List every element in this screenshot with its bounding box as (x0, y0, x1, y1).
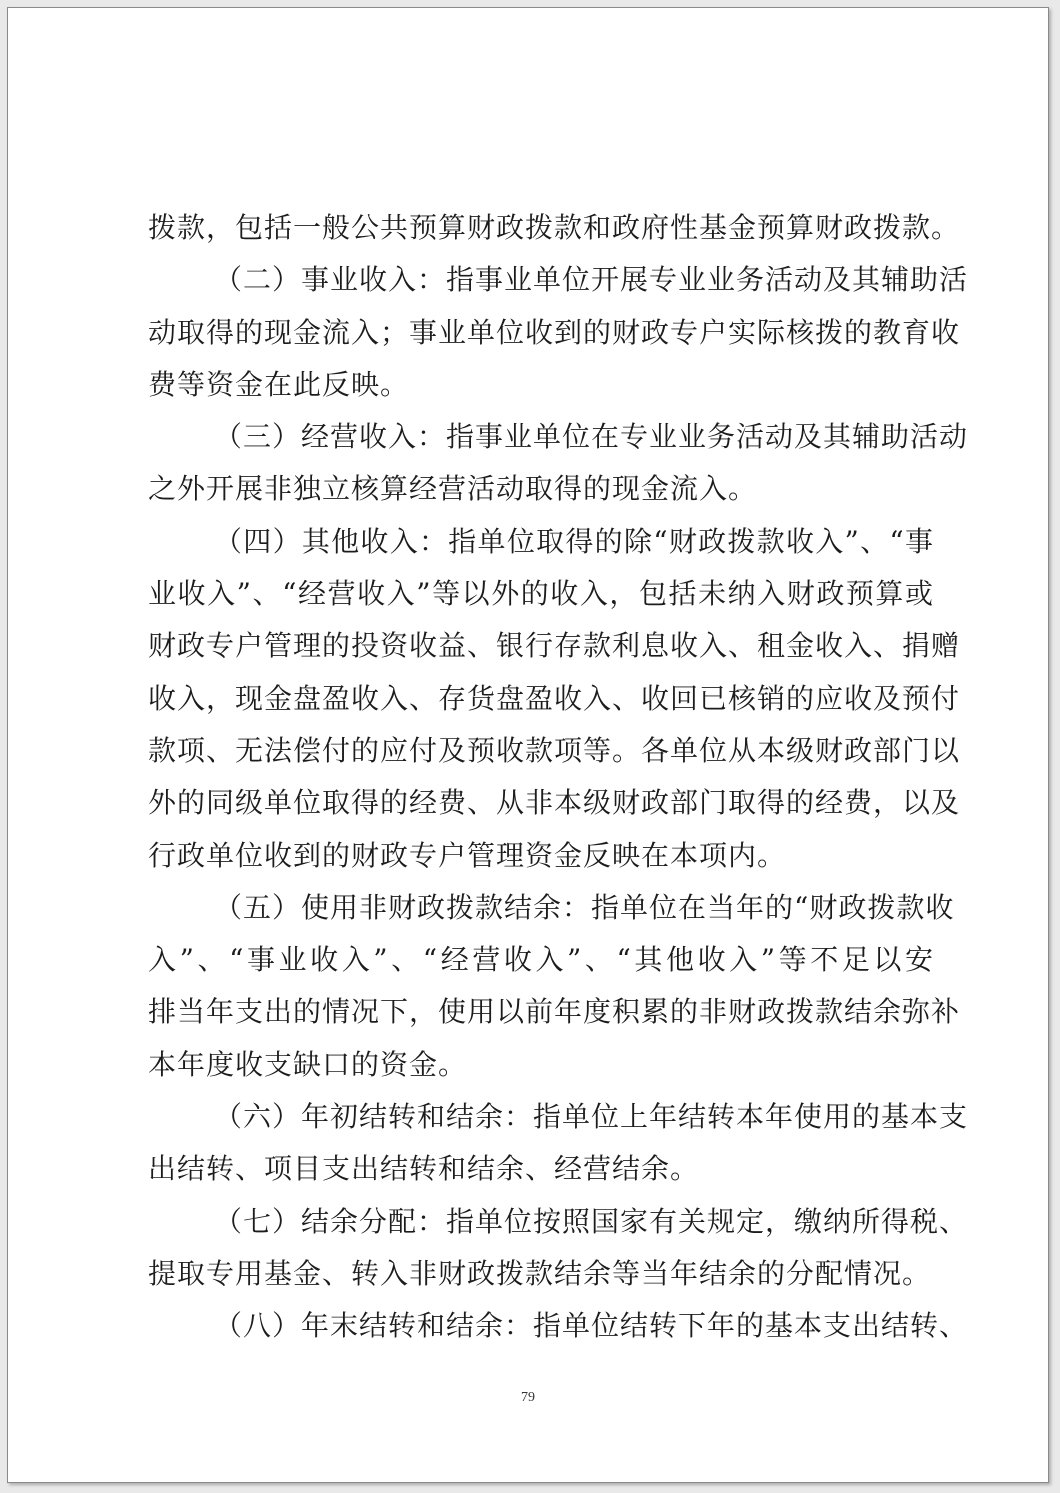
text-line: 入”、“事业收入”、“经营收入”、“其他收入”等不足以安 (148, 943, 934, 977)
text-line: 出结转、项目支出结转和结余、经营结余。 (148, 1152, 700, 1186)
text-line: （二）事业收入：指事业单位开展专业业务活动及其辅助活 (214, 263, 969, 297)
text-line: 之外开展非独立核算经营活动取得的现金流入。 (148, 472, 758, 506)
text-line: （四）其他收入：指单位取得的除“财政拨款收入”、“事 (214, 524, 934, 558)
text-line: 财政专户管理的投资收益、银行存款利息收入、租金收入、捐赠 (148, 629, 961, 663)
text-line: 费等资金在此反映。 (148, 367, 410, 401)
text-line: （八）年末结转和结余：指单位结转下年的基本支出结转、 (214, 1309, 969, 1343)
text-line: （六）年初结转和结余：指单位上年结转本年使用的基本支 (214, 1100, 969, 1134)
text-line: 动取得的现金流入；事业单位收到的财政专户实际核拨的教育收 (148, 315, 961, 349)
text-line: 排当年支出的情况下，使用以前年度积累的非财政拨款结余弥补 (148, 995, 961, 1029)
text-line: （五）使用非财政拨款结余：指单位在当年的“财政拨款收 (214, 890, 955, 924)
text-line: 业收入”、“经营收入”等以外的收入，包括未纳入财政预算或 (148, 577, 934, 611)
text-line: （七）结余分配：指单位按照国家有关规定，缴纳所得税、 (214, 1204, 969, 1238)
text-line: 本年度收支缺口的资金。 (148, 1047, 468, 1081)
document-page (7, 7, 1049, 1483)
text-line: 款项、无法偿付的应付及预收款项等。各单位从本级财政部门以 (148, 733, 961, 767)
text-line: 行政单位收到的财政专户管理资金反映在本项内。 (148, 838, 787, 872)
text-line: （三）经营收入：指事业单位在专业业务活动及其辅助活动 (214, 420, 969, 454)
body-text (148, 202, 969, 1353)
page-number: 79 (521, 1390, 535, 1405)
text-line: 拨款，包括一般公共预算财政拨款和政府性基金预算财政拨款。 (148, 211, 961, 244)
text-line: 外的同级单位取得的经费、从非本级财政部门取得的经费，以及 (148, 786, 961, 820)
text-line: 收入，现金盘盈收入、存货盘盈收入、收回已核销的应收及预付 (148, 681, 961, 715)
text-line: 提取专用基金、转入非财政拨款结余等当年结余的分配情况。 (148, 1256, 932, 1290)
